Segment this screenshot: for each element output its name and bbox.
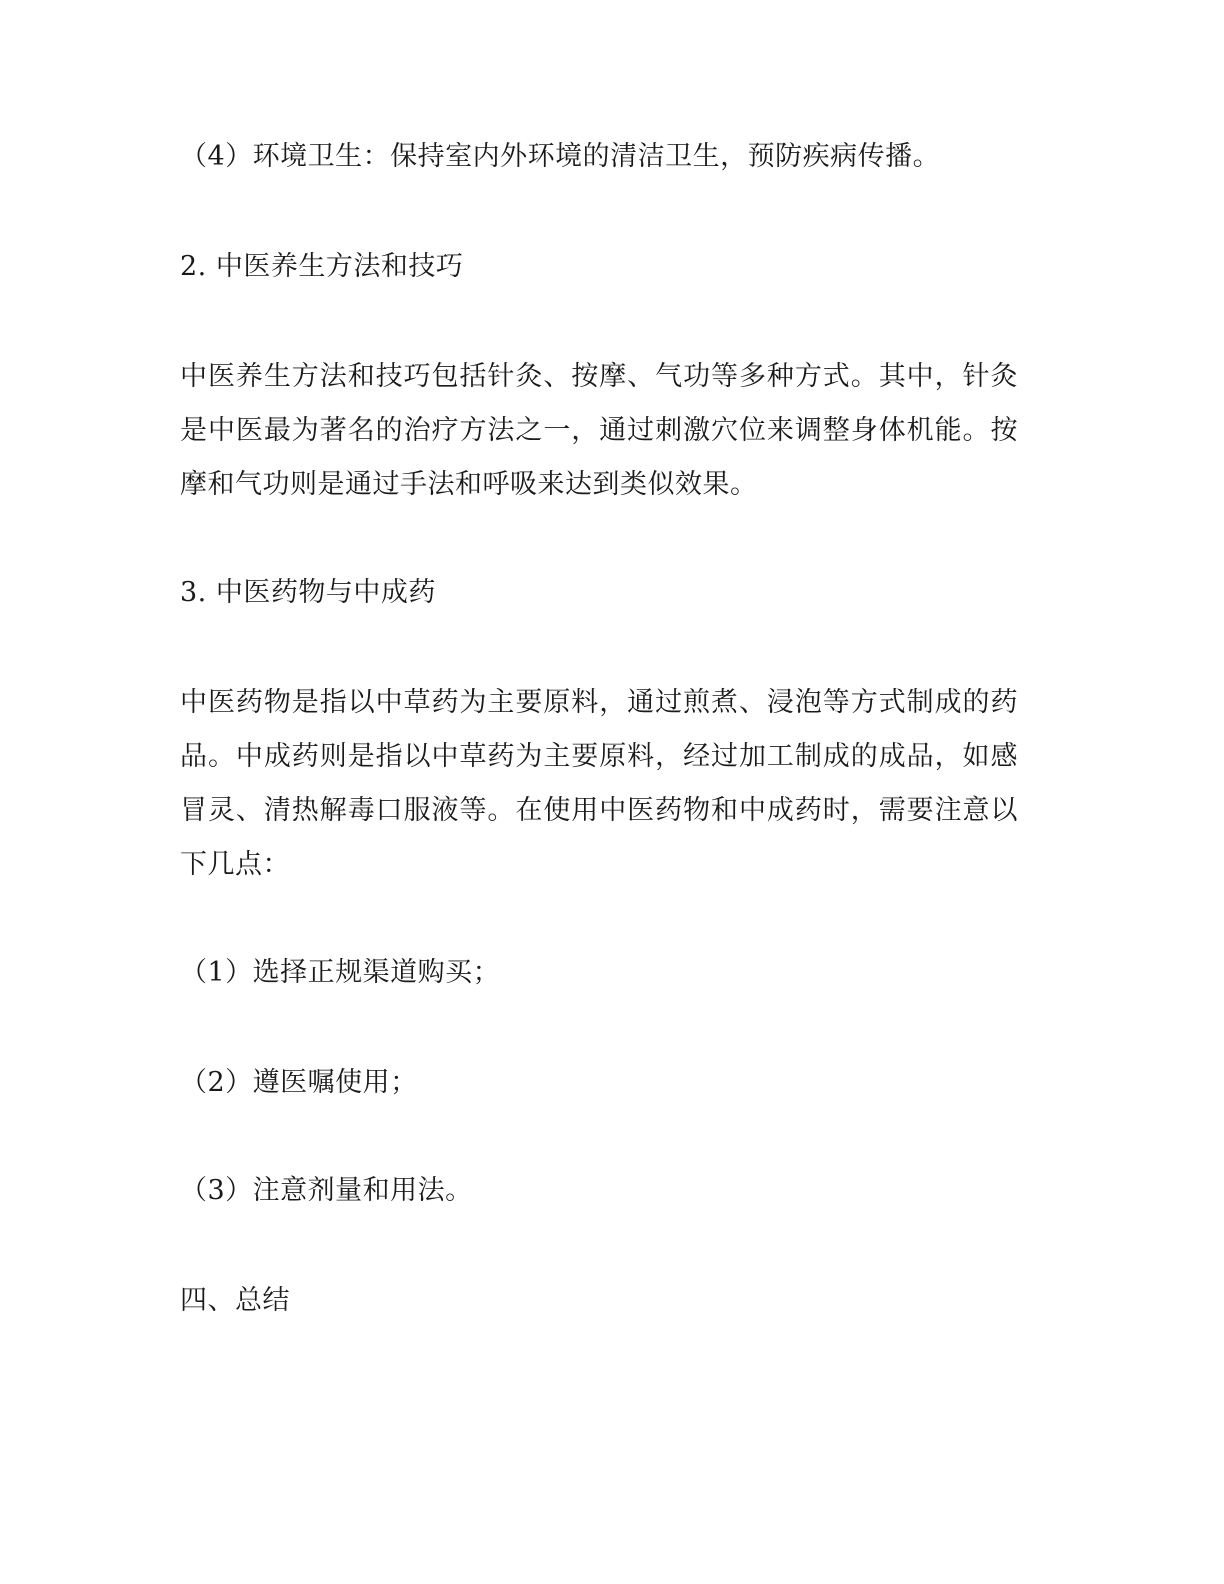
list-item-purchase: （1）选择正规渠道购买； <box>180 957 501 988</box>
section-heading-medicine: 3. 中医药物与中成药 <box>180 577 436 608</box>
list-item-doctor-advice: （2）遵医嘱使用； <box>180 1067 418 1098</box>
section-heading-summary: 四、总结 <box>180 1285 290 1316</box>
list-item-dosage: （3）注意剂量和用法。 <box>180 1175 473 1206</box>
paragraph-health-methods: 中医养生方法和技巧包括针灸、按摩、气功等多种方式。其中，针灸是中医最为著名的治疗方法之一，通过刺激穴位来调整身体机能。按摩和气功则是通过手法和呼吸来达到类似效果。 <box>180 361 1018 500</box>
section-heading-health-methods: 2. 中医养生方法和技巧 <box>180 251 464 282</box>
paragraph-medicine: 中医药物是指以中草药为主要原料，通过煎煮、浸泡等方式制成的药品。中成药则是指以中草药为主要原料，经过加工制成的成品，如感冒灵、清热解毒口服液等。在使用中医药物和中成药时，需要注意以下几点： <box>180 687 1018 880</box>
list-item-environment-hygiene: （4）环境卫生：保持室内外环境的清洁卫生，预防疾病传播。 <box>180 141 941 172</box>
